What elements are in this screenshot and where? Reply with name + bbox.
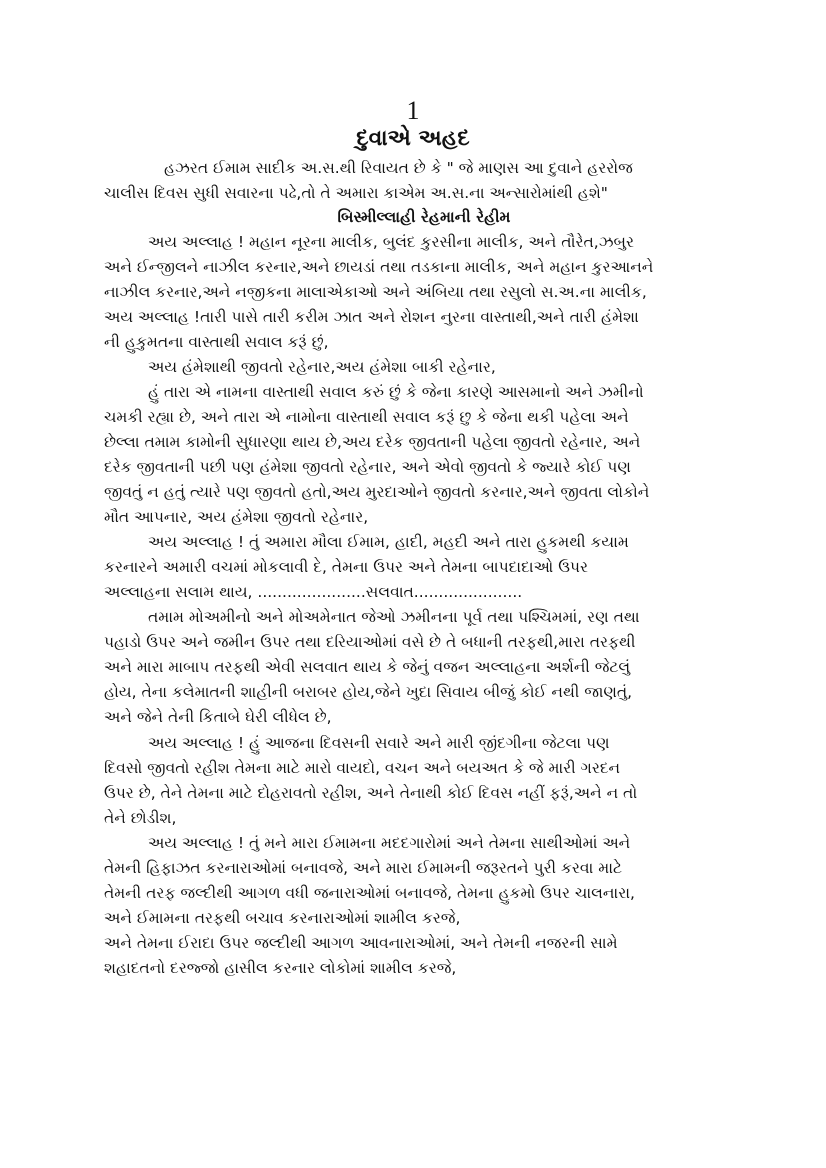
body-line: શહાદતનો દરજ્જો હાસીલ કરનાર લોકોમાં શામીલ કરજે, <box>104 959 457 977</box>
body-line: અને જેને તેની કિતાબે ઘેરી લીધેલ છે, <box>104 708 332 726</box>
body-line: અને ઈન્જીલને નાઝીલ કરનાર,અને છાયડાં તથા તડકાના માલીક, અને મહાન કુરઆનને <box>104 258 654 276</box>
body-line: અને મારા માબાપ તરફથી એવી સલવાત થાય કે જેનું વજન અલ્લાહના અર્શની જેટલું <box>104 658 631 676</box>
body-line: ની હુકુમતના વાસ્તાથી સવાલ કરૂં છું, <box>104 333 329 351</box>
body-line: દિવસો જીવતો રહીશ તેમના માટે મારો વાયદો, વચન અને બયઅત કે જે મારી ગરદન <box>104 759 621 777</box>
body-line: જીવતું ન હતું ત્યારે પણ જીવતો હતો,અય મુરદાઓને જીવતો કરનાર,અને જીવતા લોકોને <box>104 483 650 501</box>
body-line: અય અલ્લાહ !તારી પાસે તારી કરીમ ઝાત અને રોશન નુરના વાસ્તાથી,અને તારી હંમેશા <box>104 308 639 326</box>
body-line: મૌત આપનાર, અય હંમેશા જીવતો રહેનાર, <box>104 508 369 526</box>
bismillah-heading: બિસ્મીલ્લાહી રેહમાની રેહીમ <box>337 208 511 226</box>
body-line: પહાડો ઉપર અને જમીન ઉપર તથા દરિયાઓમાં વસે છે તે બધાની તરફથી,મારા તરફથી <box>104 633 636 651</box>
page-number: 1 <box>406 96 420 125</box>
body-line: તેને છોડીશ, <box>104 809 177 827</box>
body-line: અને ઈમામના તરફથી બચાવ કરનારાઓમાં શામીલ કરજે, <box>104 909 461 927</box>
body-line: છેલ્લા તમામ કામોની સુધારણા થાય છે,અય દરેક જીવતાની પહેલા જીવતો રહેનાર, અને <box>104 433 641 451</box>
intro-line: હઝરત ઈમામ સાદીક અ.સ.થી રિવાયત છે કે " જે માણસ આ દુવાને હરરોજ <box>164 159 633 177</box>
body-line: અય અલ્લાહ ! મહાન નૂરના માલીક, બુલંદ કુરસીના માલીક, અને તૌરેત,ઝબુર <box>148 233 634 251</box>
body-line: તેમની તરફ જલ્દીથી આગળ વધી જનારાઓમાં બનાવજે, તેમના હુકમો ઉપર ચાલનારા, <box>104 884 635 902</box>
body-line: નાઝીલ કરનાર,અને નજીકના માલાએકાઓ અને અંબિયા તથા રસુલો સ.અ.ના માલીક, <box>104 283 647 301</box>
body-line: ઉપર છે, તેને તેમના માટે દોહરાવતો રહીશ, અને તેનાથી કોઈ દિવસ નહીં ફરૂં,અને ન તો <box>104 784 638 802</box>
body-line: અય હંમેશાથી જીવતો રહેનાર,અય હંમેશા બાકી રહેનાર, <box>148 358 496 376</box>
body-line: અલ્લાહના સલામ થાય, ......................સલવાત...................... <box>104 583 523 601</box>
body-line: ચમકી રહ્યા છે, અને તારા એ નામોના વાસ્તાથી સવાલ કરૂં છુ કે જેના થકી પહેલા અને <box>104 408 629 426</box>
body-line: અય અલ્લાહ ! તું અમારા મૌલા ઈમામ, હાદી, મહદી અને તારા હુકમથી કયામ <box>148 533 629 551</box>
body-line: દરેક જીવતાની પછી પણ હંમેશા જીવતો રહેનાર, અને એવો જીવતો કે જ્યારે કોઈ પણ <box>104 458 631 476</box>
body-line: હોય, તેના કલેમાતની શાહીની બરાબર હોય,જેને ખુદા સિવાય બીજું કોઈ નથી જાણતું, <box>104 683 633 701</box>
body-line: અને તેમના ઈરાદા ઉપર જલ્દીથી આગળ આવનારાઓમાં, અને તેમની નજરની સામે <box>104 934 618 952</box>
body-line: તેમની હિફાઝત કરનારાઓમાં બનાવજે, અને મારા ઈમામની જરૂરતને પુરી કરવા માટે <box>104 859 623 877</box>
body-line: હું તારા એ નામના વાસ્તાથી સવાલ કરું છું કે જેના કારણે આસમાનો અને ઝમીનો <box>148 383 644 401</box>
body-line: તમામ મોઅમીનો અને મોઅમેનાત જેઓ ઝમીનના પૂર્વ તથા પશ્ચિમમાં, રણ તથા <box>148 608 640 626</box>
intro-line: ચાલીસ દિવસ સુધી સવારના પઢે,તો તે અમારા કાએમ અ.સ.ના અન્સારોમાંથી હશે" <box>104 184 608 202</box>
page-title: દુવાએ અહદ <box>356 126 470 151</box>
body-line: અય અલ્લાહ ! હું આજના દિવસની સવારે અને મારી જીંદગીના જેટલા પણ <box>148 734 610 752</box>
body-line: અય અલ્લાહ ! તું મને મારા ઈમામના મદદગારોમાં અને તેમના સાથીઓમાં અને <box>148 834 631 852</box>
body-line: કરનારને અમારી વચમાં મોકલાવી દે, તેમના ઉપર અને તેમના બાપદાદાઓ ઉપર <box>104 558 588 576</box>
